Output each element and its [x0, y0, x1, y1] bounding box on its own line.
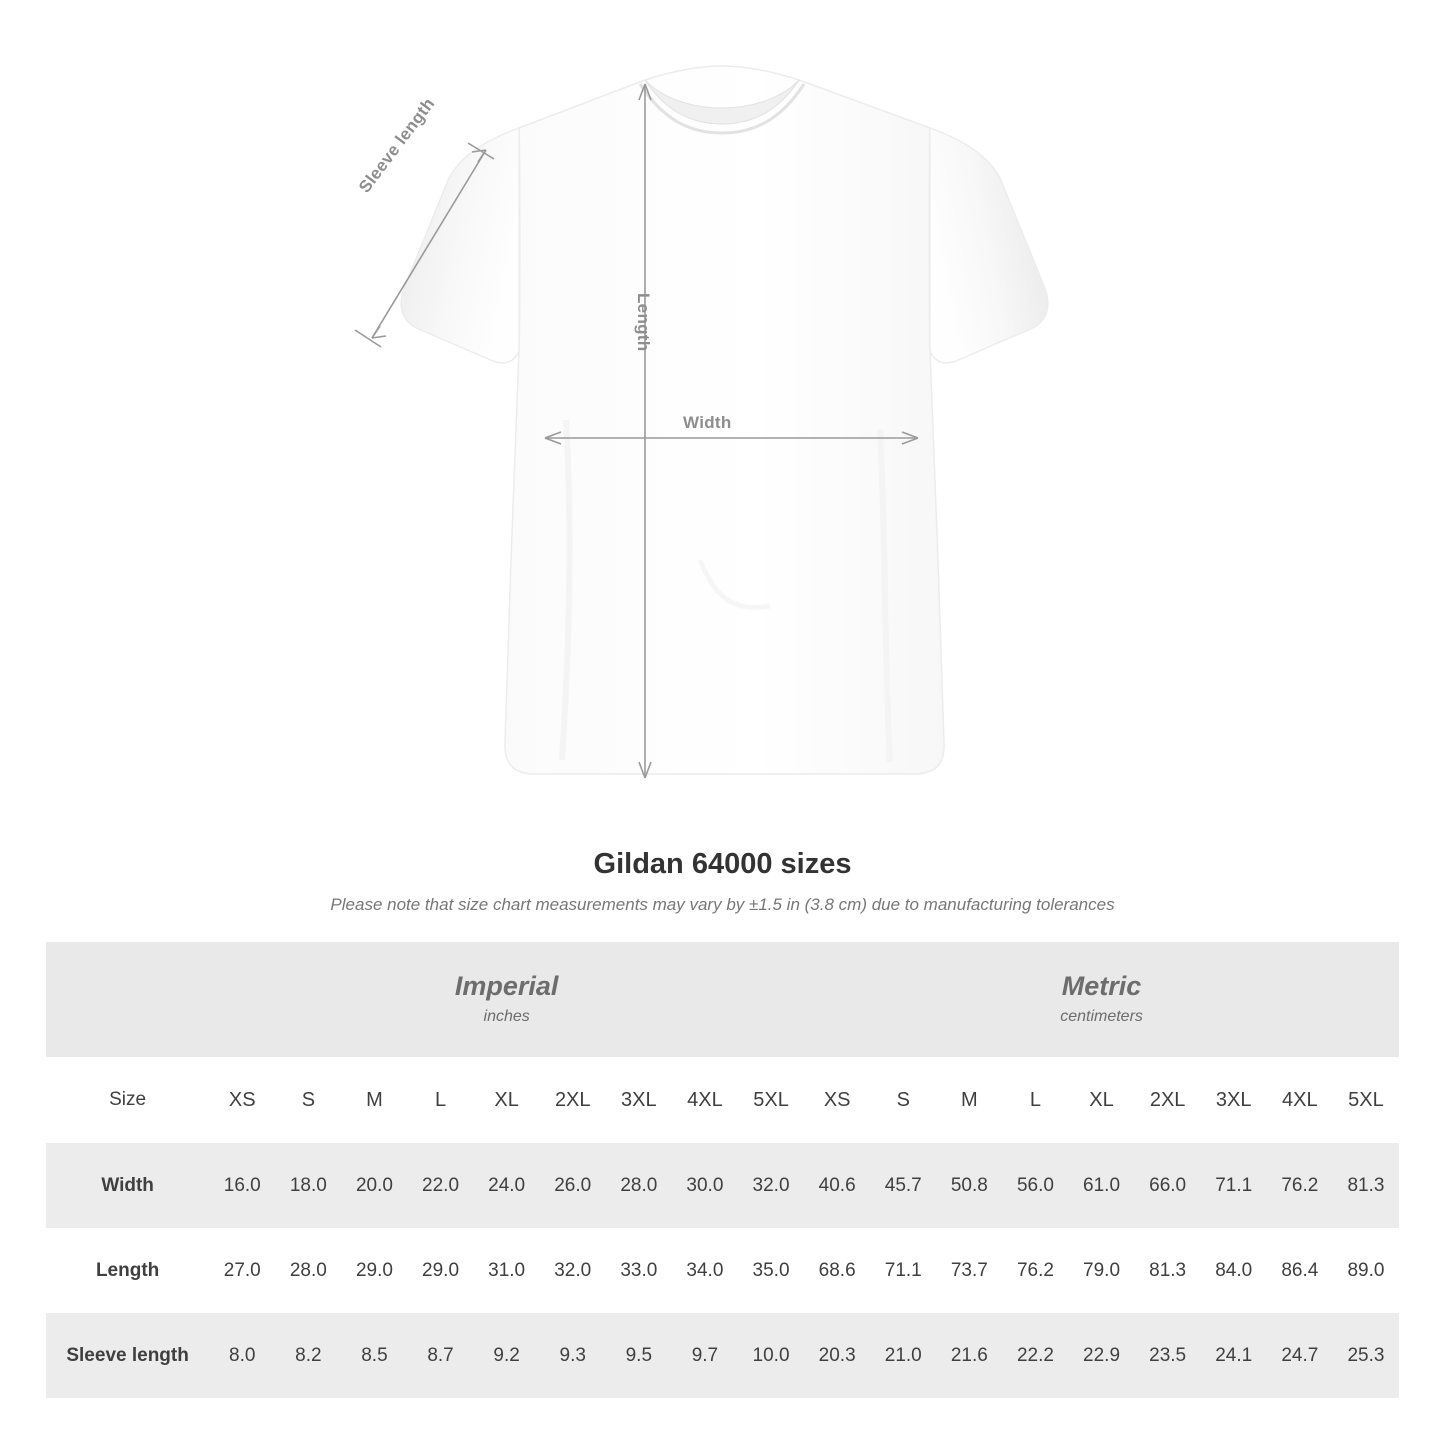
size-header-imperial-s: S — [275, 1057, 341, 1143]
row-label-length: Length — [46, 1228, 209, 1313]
cell-length-metric-m: 73.7 — [936, 1228, 1002, 1313]
cell-length-metric-s: 71.1 — [870, 1228, 936, 1313]
cell-width-imperial-xs: 16.0 — [209, 1143, 275, 1228]
table-row — [46, 1143, 1399, 1228]
cell-length-metric-l: 76.2 — [1002, 1228, 1068, 1313]
row-label-width: Width — [46, 1143, 209, 1228]
size-table-wrapper — [46, 942, 1399, 1398]
cell-length-metric-2xl: 81.3 — [1135, 1228, 1201, 1313]
imperial-unit-sub: inches — [483, 1007, 530, 1025]
cell-sleeve-imperial-l: 8.7 — [408, 1313, 474, 1398]
cell-width-metric-3xl: 71.1 — [1201, 1143, 1267, 1228]
size-header-metric-3xl: 3XL — [1201, 1057, 1267, 1143]
page-title: Gildan 64000 sizes — [593, 848, 852, 880]
cell-width-imperial-l: 22.0 — [408, 1143, 474, 1228]
cell-length-metric-5xl: 89.0 — [1333, 1228, 1399, 1313]
row-label-sleeve-length: Sleeve length — [46, 1313, 209, 1398]
size-header-metric-l: L — [1002, 1057, 1068, 1143]
size-header-metric-m: M — [936, 1057, 1002, 1143]
cell-sleeve-imperial-4xl: 9.7 — [672, 1313, 738, 1398]
cell-width-metric-s: 45.7 — [870, 1143, 936, 1228]
cell-width-metric-4xl: 76.2 — [1267, 1143, 1333, 1228]
cell-sleeve-metric-s: 21.0 — [870, 1313, 936, 1398]
cell-length-metric-xs: 68.6 — [804, 1228, 870, 1313]
cell-length-imperial-5xl: 35.0 — [738, 1228, 804, 1313]
size-header-imperial-xl: XL — [474, 1057, 540, 1143]
cell-length-imperial-2xl: 32.0 — [540, 1228, 606, 1313]
length-dimension-label: Length — [634, 293, 653, 352]
metric-unit-header — [804, 942, 1399, 1057]
size-header-metric-s: S — [870, 1057, 936, 1143]
sleeve-length-dimension-label: Sleeve length — [355, 94, 439, 197]
size-header-metric-2xl: 2XL — [1135, 1057, 1201, 1143]
cell-sleeve-imperial-xs: 8.0 — [209, 1313, 275, 1398]
cell-length-metric-3xl: 84.0 — [1201, 1228, 1267, 1313]
cell-sleeve-imperial-m: 8.5 — [341, 1313, 407, 1398]
size-chart-table — [46, 942, 1399, 1398]
cell-width-imperial-3xl: 28.0 — [606, 1143, 672, 1228]
size-header-imperial-m: M — [341, 1057, 407, 1143]
cell-sleeve-metric-xs: 20.3 — [804, 1313, 870, 1398]
cell-sleeve-metric-xl: 22.9 — [1068, 1313, 1134, 1398]
size-header-imperial-5xl: 5XL — [738, 1057, 804, 1143]
measurement-tolerance-note: Please note that size chart measurements may vary by ±1.5 in (3.8 cm) due to manufacturing tolerances — [330, 895, 1115, 914]
cell-length-imperial-xs: 27.0 — [209, 1228, 275, 1313]
cell-width-metric-xs: 40.6 — [804, 1143, 870, 1228]
size-header-imperial-l: L — [408, 1057, 474, 1143]
size-header-metric-xs: XS — [804, 1057, 870, 1143]
cell-width-imperial-4xl: 30.0 — [672, 1143, 738, 1228]
cell-length-imperial-s: 28.0 — [275, 1228, 341, 1313]
cell-sleeve-imperial-5xl: 10.0 — [738, 1313, 804, 1398]
size-header-imperial-3xl: 3XL — [606, 1057, 672, 1143]
cell-width-metric-m: 50.8 — [936, 1143, 1002, 1228]
size-header-row — [46, 1057, 1399, 1143]
unit-row-spacer — [46, 942, 209, 1057]
cell-length-imperial-3xl: 33.0 — [606, 1228, 672, 1313]
cell-length-imperial-4xl: 34.0 — [672, 1228, 738, 1313]
cell-width-imperial-m: 20.0 — [341, 1143, 407, 1228]
cell-sleeve-metric-2xl: 23.5 — [1135, 1313, 1201, 1398]
cell-width-metric-2xl: 66.0 — [1135, 1143, 1201, 1228]
metric-unit-name: Metric — [1061, 970, 1142, 1001]
cell-sleeve-imperial-s: 8.2 — [275, 1313, 341, 1398]
cell-length-imperial-l: 29.0 — [408, 1228, 474, 1313]
imperial-unit-header — [209, 942, 804, 1057]
table-row — [46, 1228, 1399, 1313]
cell-sleeve-metric-4xl: 24.7 — [1267, 1313, 1333, 1398]
size-header-metric-4xl: 4XL — [1267, 1057, 1333, 1143]
cell-width-imperial-2xl: 26.0 — [540, 1143, 606, 1228]
cell-length-imperial-m: 29.0 — [341, 1228, 407, 1313]
unit-system-row — [46, 942, 1399, 1057]
cell-length-metric-4xl: 86.4 — [1267, 1228, 1333, 1313]
width-dimension-label: Width — [683, 413, 732, 432]
cell-width-imperial-xl: 24.0 — [474, 1143, 540, 1228]
cell-sleeve-imperial-xl: 9.2 — [474, 1313, 540, 1398]
cell-sleeve-metric-l: 22.2 — [1002, 1313, 1068, 1398]
size-header-imperial-4xl: 4XL — [672, 1057, 738, 1143]
cell-width-imperial-s: 18.0 — [275, 1143, 341, 1228]
row-header-size: Size — [46, 1057, 209, 1143]
cell-sleeve-metric-3xl: 24.1 — [1201, 1313, 1267, 1398]
cell-width-metric-xl: 61.0 — [1068, 1143, 1134, 1228]
cell-sleeve-metric-m: 21.6 — [936, 1313, 1002, 1398]
cell-length-imperial-xl: 31.0 — [474, 1228, 540, 1313]
title-block — [0, 848, 1445, 915]
size-header-imperial-xs: XS — [209, 1057, 275, 1143]
cell-width-metric-5xl: 81.3 — [1333, 1143, 1399, 1228]
table-row — [46, 1313, 1399, 1398]
imperial-unit-name: Imperial — [454, 970, 559, 1001]
cell-length-metric-xl: 79.0 — [1068, 1228, 1134, 1313]
size-header-metric-xl: XL — [1068, 1057, 1134, 1143]
size-header-metric-5xl: 5XL — [1333, 1057, 1399, 1143]
cell-sleeve-metric-5xl: 25.3 — [1333, 1313, 1399, 1398]
metric-unit-sub: centimeters — [1060, 1007, 1143, 1025]
cell-sleeve-imperial-3xl: 9.5 — [606, 1313, 672, 1398]
cell-width-metric-l: 56.0 — [1002, 1143, 1068, 1228]
cell-sleeve-imperial-2xl: 9.3 — [540, 1313, 606, 1398]
size-header-imperial-2xl: 2XL — [540, 1057, 606, 1143]
cell-width-imperial-5xl: 32.0 — [738, 1143, 804, 1228]
